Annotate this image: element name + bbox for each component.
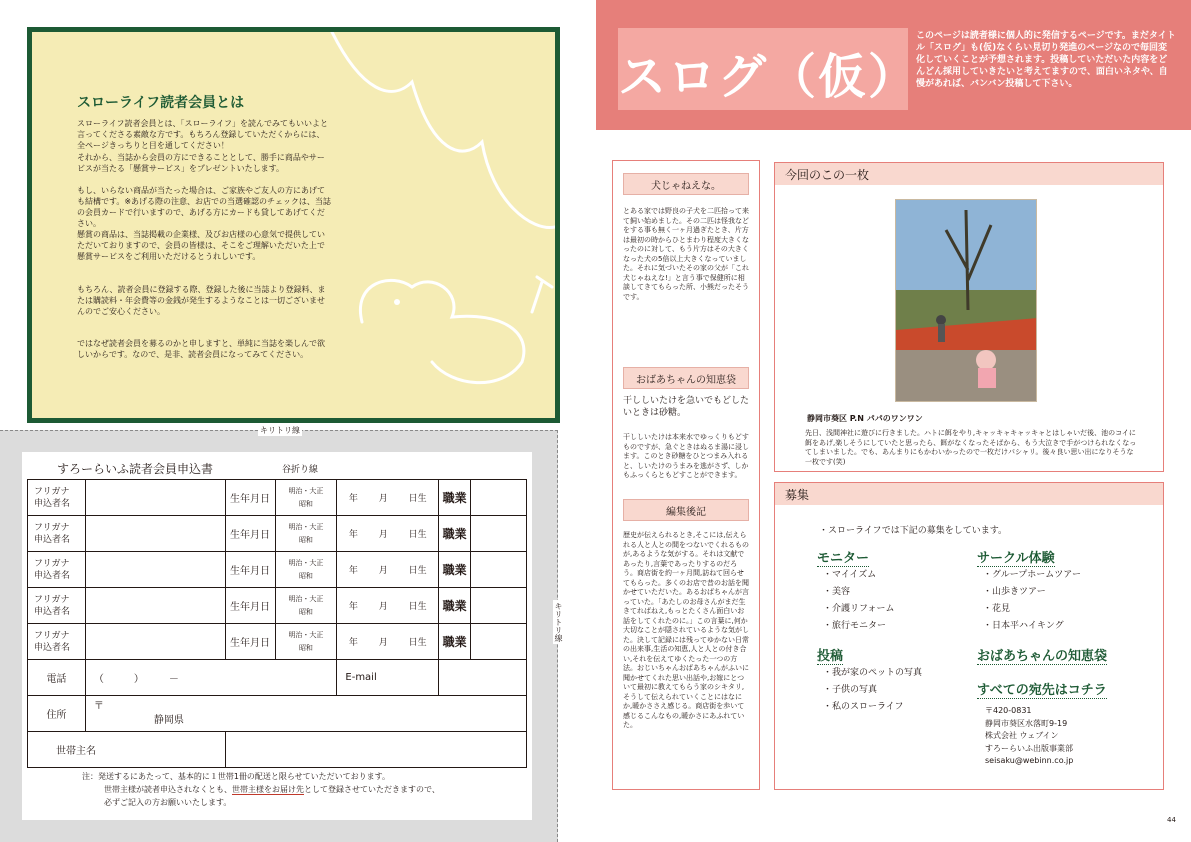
job-label: 職業 [439,480,471,516]
photo-illustration [896,200,1037,402]
job-input[interactable] [471,480,527,516]
job-input[interactable] [471,516,527,552]
era-select[interactable] [275,624,337,660]
note-text: として登録させていただきますので、 [304,785,440,794]
title-box [618,28,919,110]
featured-photo [895,199,1037,402]
birth-label: 生年月日 [225,516,275,552]
about-paragraph: それから、当誌から会員の方にできることとして、勝手に商品やサービスが当たる「懸賞サービス」をプレゼントいたします。 [77,153,325,173]
birth-date-input[interactable]: 年 月 日生 [337,516,439,552]
household-input[interactable] [225,732,526,768]
list-item: ・旅行モニター [823,621,887,631]
name-input[interactable] [85,480,225,516]
postal-mark: 〒 [93,700,104,712]
applicant-label: 申込者名 [34,498,71,509]
job-label: 職業 [439,552,471,588]
name-label [28,588,86,624]
name-input[interactable] [85,552,225,588]
era-select[interactable] [275,480,337,516]
email-input[interactable] [439,660,527,696]
circle-heading: サークル体験 [977,547,1055,567]
photo-caption: 静岡市葵区 P.N パパのワンワン [807,414,923,423]
birth-label: 生年月日 [225,588,275,624]
era-top: 明治・大正 [288,630,324,639]
birth-date-input[interactable]: 年 月 日生 [337,552,439,588]
editor-note-heading: 編集後記 [623,499,749,521]
about-paragraph: スローライフ読者会員とは、「スローライフ」を読んでみてもいいよと言ってくださる素敵な方です。もちろん登録していただくからには、全ページきっちりと目を通してください！ [77,119,329,150]
form-notes [82,770,440,809]
list-item: ・私のスローライフ [823,702,904,712]
phone-label: 電話 [28,660,86,696]
email-address[interactable]: seisaku@webinn.co.jp [985,756,1074,765]
about-paragraph: ではなぜ読者会員を募るのかと申しますと、単純に当誌を楽しんで欲しいからです。なので、是非、読者会員になってみてください。 [77,339,325,359]
about-paragraph: もし、いらない商品が当たった場合は、ご家族やご友人の方にあげても結構です。※あげる際の注意、お店での当選確認のチェックは、当誌の会員カードで行いますので、あげる方にカードも貸してあげてください。 [77,186,331,228]
page-title: スログ（仮） [618,49,919,105]
job-label: 職業 [439,624,471,660]
registration-form [22,452,532,820]
grandma-tips-heading: おばあちゃんの知恵袋 [623,367,749,389]
household-label: 世帯主名 [28,732,226,768]
applicant-label: 申込者名 [34,534,71,545]
birth-label: 生年月日 [225,624,275,660]
note-text: 世帯主様が読者申込されなくとも、 [104,785,232,794]
era-top: 明治・大正 [288,558,324,567]
side-column [612,160,760,790]
furigana-label: フリガナ [34,486,70,497]
photo-panel [774,162,1164,472]
job-input[interactable] [471,552,527,588]
job-label: 職業 [439,516,471,552]
era-top: 明治・大正 [288,522,324,531]
prefecture: 静岡県 [153,714,184,726]
era-top: 明治・大正 [288,486,324,495]
address-label: 住所 [28,696,86,732]
address-line: すろーらいふ出版事業部 [985,743,1073,753]
note-line [82,783,440,796]
era-bottom: 昭和 [298,535,313,544]
page-number: 44 [1167,816,1176,824]
destination-heading: すべての宛先はコチラ [977,679,1107,699]
note-line: 注：発送するにあたって、基本的に１世帯1冊の配送と限らせていただいております。 [82,772,391,781]
registration-table [27,479,527,768]
furigana-label: フリガナ [34,630,70,641]
applicant-row [28,588,527,624]
editor-note-text: 歴史が伝えられるとき,そこには,伝えられる人と人との間をつないでくれるものが,あるような気がする。それは文献であったり,言葉であったりするのだろう。商店街を約一ヶ月間,訪ねて回らせてもらった。多くのお店で昔のお話を聞かせていただいた。あるおばちゃんが言っていた。「あたしのお母さんがまだ生きてればねえ,もっとたくさん面白いお話をしてくれたのに。」この言葉に,何か大切なことが隠されているような気がした。決して記録には残ってゆかない日常の出来事,生活の知恵,人と人との付き合い,それを伝えてゆくたった一つの方法。おじいちゃんおばあちゃんがふいに聞かせてくれた思い出話や,お嫁にとついて最初に教えてもらう家のシキタリ,そうして伝えられていくことにはなにか,暖かささえ感じる。商店街を歩いて感じるこんなもの,暖かさにあふれていた。 [623,531,749,729]
era-bottom: 昭和 [298,571,313,580]
list-item: ・グループホームツアー [983,570,1082,580]
grandma-tips-text: 干ししいたけは本来水でゆっくりもどすものですが、急ぐときはぬるま湯に浸します。このとき砂糖をひとつまみ入れると、しいたけのうまみを逃がさず、しかもふっくらともどすことができます。 [623,433,749,479]
list-item: ・日本平ハイキング [983,621,1064,631]
circle-list [983,567,1081,635]
name-label [28,552,86,588]
name-label [28,624,86,660]
form-title: すろーらいふ読者会員申込書 [57,462,214,476]
applicant-label: 申込者名 [34,606,71,617]
address-line: 静岡市葵区水落町9-19 [985,718,1068,728]
applicant-label: 申込者名 [34,642,71,653]
furigana-label: フリガナ [34,522,70,533]
era-top: 明治・大正 [288,594,324,603]
birth-label: 生年月日 [225,552,275,588]
furigana-label: フリガナ [34,558,70,569]
household-row [28,732,527,768]
post-heading: 投稿 [817,645,843,665]
name-input[interactable] [85,516,225,552]
era-bottom: 昭和 [298,499,313,508]
name-input[interactable] [85,588,225,624]
list-item: ・マイイズム [823,570,877,580]
era-select[interactable] [275,516,337,552]
list-item: ・子供の写真 [823,685,878,695]
about-panel [27,27,560,423]
about-paragraph: 懸賞の商品は、当誌掲載の企業様、及びお店様の心意気で提供していただいておりますので、会員の皆様は、そこをご理解いただいた上で懸賞サービスをご利用いただけるとうれしいです。 [77,230,325,261]
job-input[interactable] [471,588,527,624]
birth-date-input[interactable]: 年 月 日生 [337,624,439,660]
job-input[interactable] [471,624,527,660]
fold-line-label: 谷折り線 [282,465,319,475]
list-item: ・花見 [983,604,1011,614]
address-line: 株式会社 ウェブイン [985,731,1059,740]
dog-story-text: とある家では野良の子犬を二匹拾って来て飼い始めました。その二匹は怪我などをする事も無く一ヶ月過ぎたとき、片方は最初の時からひとまわり程度大きくなったのに対して、もう片方はその大きくなった犬の5倍以上大きくなっていました。それに気づいたその家の父が「これ犬じゃねえな!」と言う事で保健所に相談してきてもらった所、小熊だったそうです。 [623,207,749,301]
applicant-row [28,624,527,660]
monitor-heading: モニター [817,547,869,567]
dog-story-heading: 犬じゃねえな。 [623,173,749,195]
photo-panel-heading: 今回のこの一枚 [775,163,1163,185]
era-bottom: 昭和 [298,607,313,616]
phone-input[interactable]: （ ） － [85,660,337,696]
cut-line-label: キリトリ線 [260,426,300,435]
applicant-row [28,516,527,552]
address-row [28,696,527,732]
era-bottom: 昭和 [298,643,313,652]
monitor-list [823,567,895,635]
post-list [823,665,922,716]
name-label [28,516,86,552]
mailing-address [985,705,1073,768]
photo-description: 先日、浅間神社に遊びに行きました。ハトに餌をやり,キャッキャキャッキャとはしゃいだ後、池のコイに餌をあげ,楽しそうにしていたと思ったら、餌がなくなったそばから、もう大泣きで手がつけられなくなってしまいました。でも、あんまりにもかわいかったので一枚だけパシャリ。後々良い思い出になりそうな一枚です(笑) [805,429,1137,466]
note-line: 必ずご記入の方お願いいたします。 [104,798,232,807]
recruitment-intro: ・スローライフでは下記の募集をしています。 [819,526,1008,536]
grandma-tips-heading: おばあちゃんの知恵袋 [977,645,1107,665]
birth-date-input[interactable]: 年 月 日生 [337,480,439,516]
birth-date-input[interactable]: 年 月 日生 [337,588,439,624]
name-label [28,480,86,516]
job-label: 職業 [439,588,471,624]
phone-row [28,660,527,696]
note-underlined: 世帯主様をお届け先 [232,785,304,794]
recruitment-panel [774,482,1164,790]
era-select[interactable] [275,552,337,588]
list-item: ・介護リフォーム [823,604,895,614]
applicant-row [28,480,527,516]
era-select[interactable] [275,588,337,624]
list-item: ・我が家のペットの写真 [823,668,923,678]
grandma-tips-lead: 干ししいたけを急いでもどしたいときは砂糖。 [623,396,750,418]
address-input[interactable] [85,696,526,732]
recruitment-heading: 募集 [775,483,1163,505]
email-label: E-mail [337,660,439,696]
applicant-row [28,552,527,588]
about-heading: スローライフ読者会員とは [77,95,245,111]
cut-line-label-side: キリトリ線 [554,602,563,642]
name-input[interactable] [85,624,225,660]
birth-label: 生年月日 [225,480,275,516]
applicant-label: 申込者名 [34,570,71,581]
about-paragraph: もちろん、読者会員に登録する際、登録した後に当誌より登録料、または購読料・年会費等の金銭が発生するようなことは一切ございませんのでご安心ください。 [77,285,326,316]
address-line: 〒420-0831 [985,706,1032,715]
furigana-label: フリガナ [34,594,70,605]
list-item: ・美容 [823,587,851,597]
list-item: ・山歩きツアー [983,587,1046,597]
header-description: このページは読者様に個人的に発信するページです。まだタイトル「スログ」も(仮)なくらい見切り発進のページなので毎回変化していくことが予想されます。投稿していただいた内容をどんどん採用していきたいと考えてますので、面白いネタや、自慢があれば、バンバン投稿して下さい。 [916,31,1176,89]
